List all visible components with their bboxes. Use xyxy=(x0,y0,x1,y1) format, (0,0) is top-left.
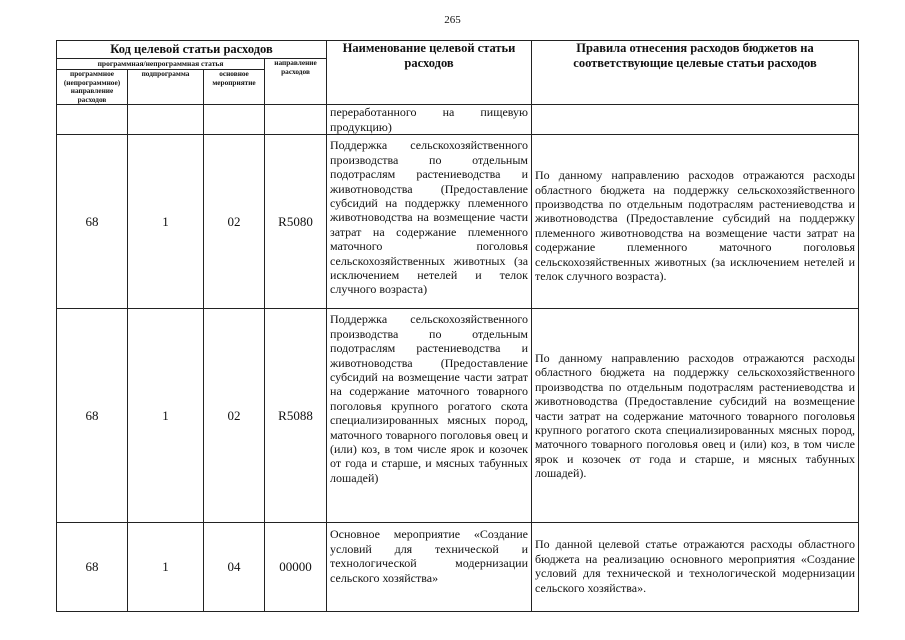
expense-rule-cell: По данному направлению расходов отражаются расходы областного бюджета на поддержку сельскохозяйственного производства по отдельным подотраслям растениеводства и животноводства (Предоставление субсидий на возмещение части затрат на содержание маточного товарного поголовья крупного рогатого скота специализированных мясных пород, маточного товарного поголовья овец и (или) коз, в том числе ярок и козочек от года и старше, и мясных табунных лошадей). xyxy=(532,309,859,523)
header-name-column: Наименование целевой статьи расходов xyxy=(327,41,532,105)
main-event-code-cell: 04 xyxy=(204,523,265,612)
program-code-cell: 68 xyxy=(57,523,128,612)
header-program-column: программное (непрограммное) направление расходов xyxy=(57,70,128,105)
direction-code-cell: 00000 xyxy=(265,523,327,612)
expense-name-cell: Поддержка сельскохозяйственного производства по отдельным подотраслям растениеводства и животноводства (Предоставление субсидий на поддержку племенного животноводства на возмещение части затрат на содержание племенного маточного поголовья сельскохозяйственных животных (за исключением нетелей и телок случного возраста) xyxy=(327,135,532,309)
direction-code-cell: R5080 xyxy=(265,135,327,309)
target-expense-table xyxy=(56,40,859,612)
subprogram-code-cell: 1 xyxy=(128,135,204,309)
direction-code-cell: R5088 xyxy=(265,309,327,523)
main-event-code-cell: 02 xyxy=(204,135,265,309)
page-number: 265 xyxy=(444,14,461,26)
expense-name-cell: Поддержка сельскохозяйственного производства по отдельным подотраслям растениеводства и животноводства (Предоставление субсидий на возмещение части затрат на содержание маточного товарного поголовья крупного рогатого скота специализированных мясных пород, маточного товарного поголовья овец и (или) коз, в том числе ярок и козочек от года и старше, и мясных табунных лошадей) xyxy=(327,309,532,523)
subprogram-code-cell: 1 xyxy=(128,523,204,612)
expense-rule-cell: По данному направлению расходов отражаются расходы областного бюджета на поддержку сельскохозяйственного производства по отдельным подотраслям растениеводства и животноводства (Предоставление субсидий на поддержку племенного животноводства на возмещение части затрат на содержание племенного маточного поголовья сельскохозяйственных животных (за исключением нетелей и телок случного возраста). xyxy=(532,135,859,309)
header-main-event-column: основное мероприятие xyxy=(204,70,265,105)
header-row-1 xyxy=(57,41,859,59)
header-direction-column: направление расходов xyxy=(265,59,327,105)
subprogram-code-cell: 1 xyxy=(128,309,204,523)
expense-name-cell: переработанного на пищевую продукцию) xyxy=(327,105,532,135)
main-event-code-cell xyxy=(204,105,265,135)
table-row xyxy=(57,105,859,135)
main-event-code-cell: 02 xyxy=(204,309,265,523)
header-rules-column: Правила отнесения расходов бюджетов на соответствующие целевые статьи расходов xyxy=(532,41,859,105)
table-row xyxy=(57,135,859,309)
expense-rule-cell: По данной целевой статье отражаются расходы областного бюджета на реализацию основного мероприятия «Создание условий для технической и технологической модернизации сельского хозяйства». xyxy=(532,523,859,612)
subprogram-code-cell xyxy=(128,105,204,135)
expense-rule-cell xyxy=(532,105,859,135)
header-program-group: программная/непрограммная статья xyxy=(57,59,265,70)
program-code-cell: 68 xyxy=(57,309,128,523)
direction-code-cell xyxy=(265,105,327,135)
table-row xyxy=(57,309,859,523)
header-subprogram-column: подпрограмма xyxy=(128,70,204,105)
header-code-group: Код целевой статьи расходов xyxy=(57,41,327,59)
expense-name-cell: Основное мероприятие «Создание условий для технической и технологической модернизации сельского хозяйства» xyxy=(327,523,532,612)
program-code-cell: 68 xyxy=(57,135,128,309)
table-row xyxy=(57,523,859,612)
program-code-cell xyxy=(57,105,128,135)
